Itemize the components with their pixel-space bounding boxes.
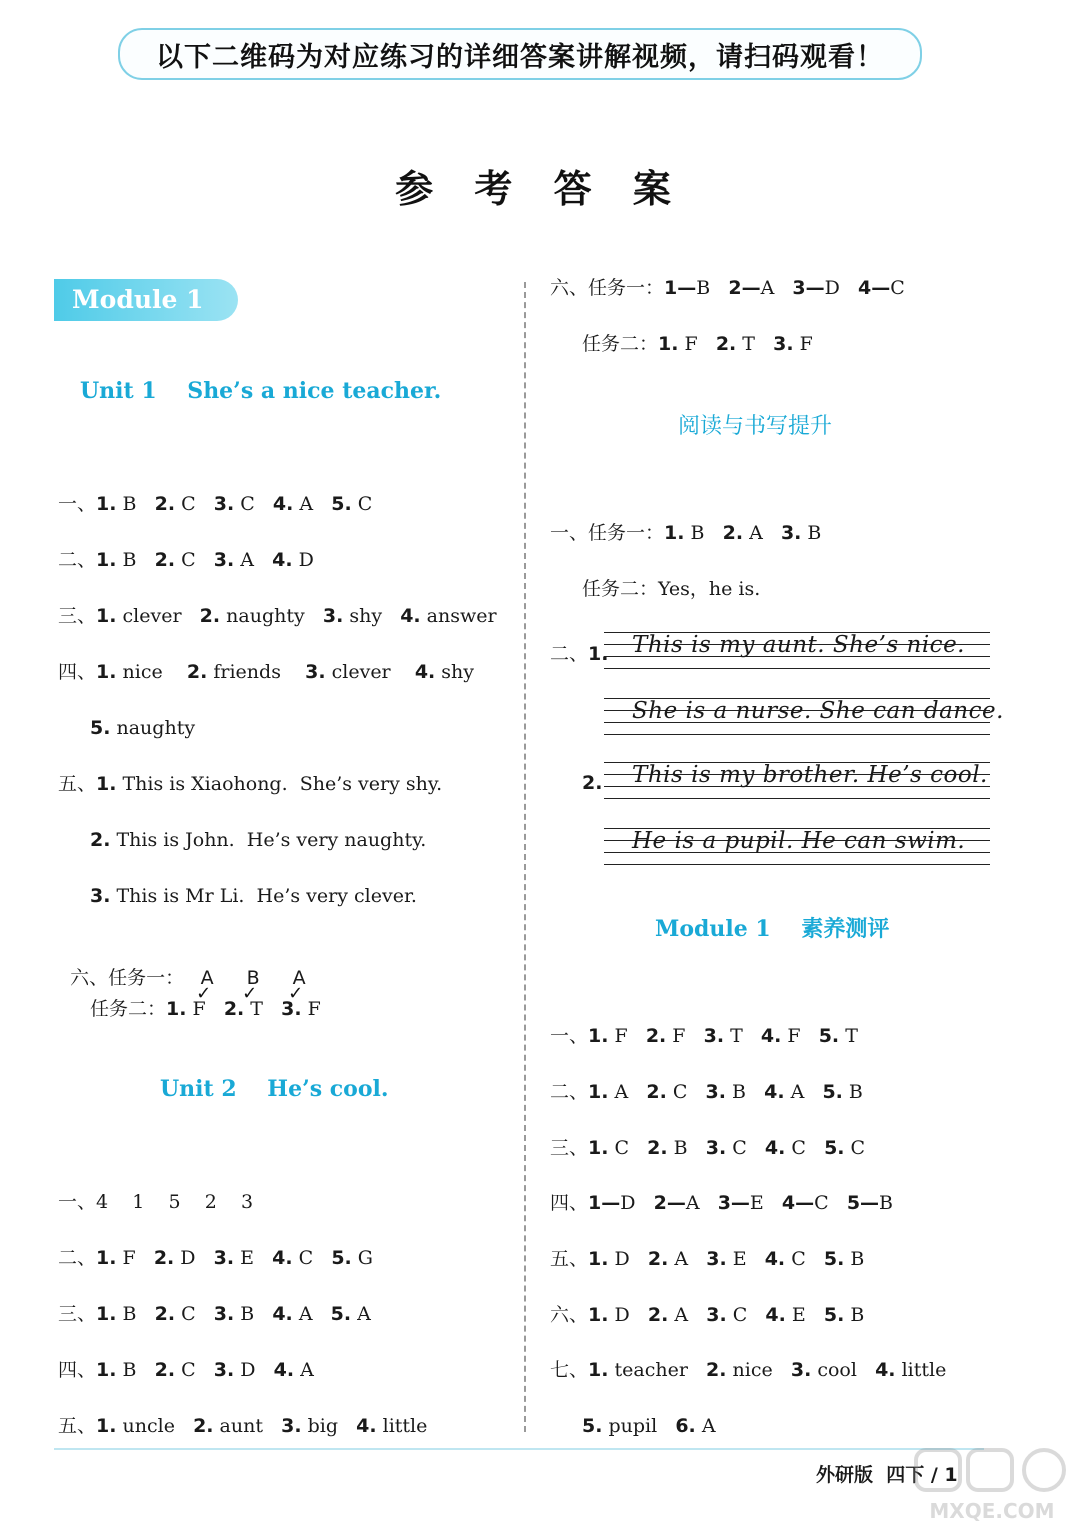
- reading-answer-1: 一、任务一：1. B 2. A 3. B: [550, 522, 822, 544]
- handwriting-line-2: [604, 696, 1004, 736]
- u1-answer-6-task2: 任务二：1. F 2. T 3. F: [90, 998, 321, 1020]
- u1-answer-3: 三、1. clever 2. naughty 3. shy 4. answer: [58, 605, 497, 627]
- handwriting-text-1: This is my aunt. She’s nice.: [632, 632, 965, 658]
- u1-answer-4b: 5. naughty: [90, 717, 196, 739]
- u1-answer-2: 二、1. B 2. C 3. A 4. D: [58, 549, 314, 571]
- banner-text: 以下二维码为对应练习的详细答案讲解视频，请扫码观看！: [156, 41, 884, 73]
- assessment-heading: Module 1 素养测评: [655, 916, 890, 942]
- assess-answer-7b: 5. pupil 6. A: [582, 1415, 716, 1437]
- watermark-logo: [912, 1446, 1072, 1524]
- page-title: 参 考 答 案: [395, 167, 685, 211]
- reading-answer-task2: 任务二：Yes，he is.: [582, 578, 761, 600]
- assess-answer-3: 三、1. C 2. B 3. C 4. C 5. C: [550, 1137, 866, 1159]
- u1-answer-1: 一、1. B 2. C 3. C 4. A 5. C: [58, 493, 373, 515]
- handwriting-line-4: [604, 826, 990, 866]
- tick-choice-1: A ✓: [184, 965, 230, 991]
- handwriting-text-2: She is a nurse. She can dance.: [632, 698, 1004, 724]
- watermark-text: MXQE.COM: [929, 1499, 1055, 1523]
- u2-answer-4: 四、1. B 2. C 3. D 4. A: [58, 1359, 314, 1381]
- qr-notice-banner: [118, 28, 922, 80]
- u1-answer-4: 四、1. nice 2. friends 3. clever 4. shy: [58, 661, 475, 683]
- assess-answer-7: 七、1. teacher 2. nice 3. cool 4. little: [550, 1359, 947, 1381]
- u1-answer-5-1: 五、1. This is Xiaohong. She’s very shy.: [58, 773, 443, 795]
- assess-answer-5: 五、1. D 2. A 3. E 4. C 5. B: [550, 1248, 865, 1270]
- u2-answer-2: 二、1. F 2. D 3. E 4. C 5. G: [58, 1247, 373, 1269]
- r-answer-6-task2: 任务二：1. F 2. T 3. F: [582, 333, 813, 355]
- u2-answer-5: 五、1. uncle 2. aunt 3. big 4. little: [58, 1415, 428, 1437]
- unit1-heading: Unit 1 She’s a nice teacher.: [80, 378, 442, 404]
- assess-answer-1: 一、1. F 2. F 3. T 4. F 5. T: [550, 1025, 858, 1047]
- tick-choice-3: A ✓: [276, 965, 322, 991]
- handwriting-text-3: This is my brother. He’s cool.: [632, 762, 988, 788]
- u1-answer-5-2: 2. This is John. He’s very naughty.: [90, 829, 427, 851]
- u2-answer-3: 三、1. B 2. C 3. B 4. A 5. A: [58, 1303, 371, 1325]
- writing-label-2: 2.: [582, 772, 603, 794]
- u1-answer-5-3: 3. This is Mr Li. He’s very clever.: [90, 885, 417, 907]
- check-icon: ✓: [196, 983, 212, 1004]
- u1-answer-6-task1: [58, 939, 322, 1004]
- assess-answer-6: 六、1. D 2. A 3. C 4. E 5. B: [550, 1304, 865, 1326]
- r-answer-6-task1: 六、任务一：1—B 2—A 3—D 4—C: [550, 277, 905, 299]
- handwriting-line-1: [604, 630, 990, 670]
- module-tag: Module 1: [54, 279, 238, 321]
- assess-answer-2: 二、1. A 2. C 3. B 4. A 5. B: [550, 1081, 863, 1103]
- writing-label-1: 二、1.: [550, 643, 609, 665]
- tick-choice-2: B ✓: [230, 965, 276, 991]
- u2-answer-1: 一、4 1 5 2 3: [58, 1191, 254, 1213]
- assess-answer-4: 四、1—D 2—A 3—E 4—C 5—B: [550, 1192, 894, 1214]
- footer-divider: [54, 1448, 984, 1450]
- unit2-heading: Unit 2 He’s cool.: [160, 1076, 389, 1102]
- footer-edition: 外研版 四下 / 1: [816, 1464, 958, 1486]
- task1-prefix: 六、任务一：: [70, 967, 185, 989]
- handwriting-text-4: He is a pupil. He can swim.: [632, 828, 966, 854]
- check-icon: ✓: [242, 983, 258, 1004]
- column-divider: [524, 282, 526, 1432]
- handwriting-line-3: [604, 760, 990, 800]
- check-icon: ✓: [288, 983, 304, 1004]
- reading-heading: 阅读与书写提升: [678, 414, 833, 439]
